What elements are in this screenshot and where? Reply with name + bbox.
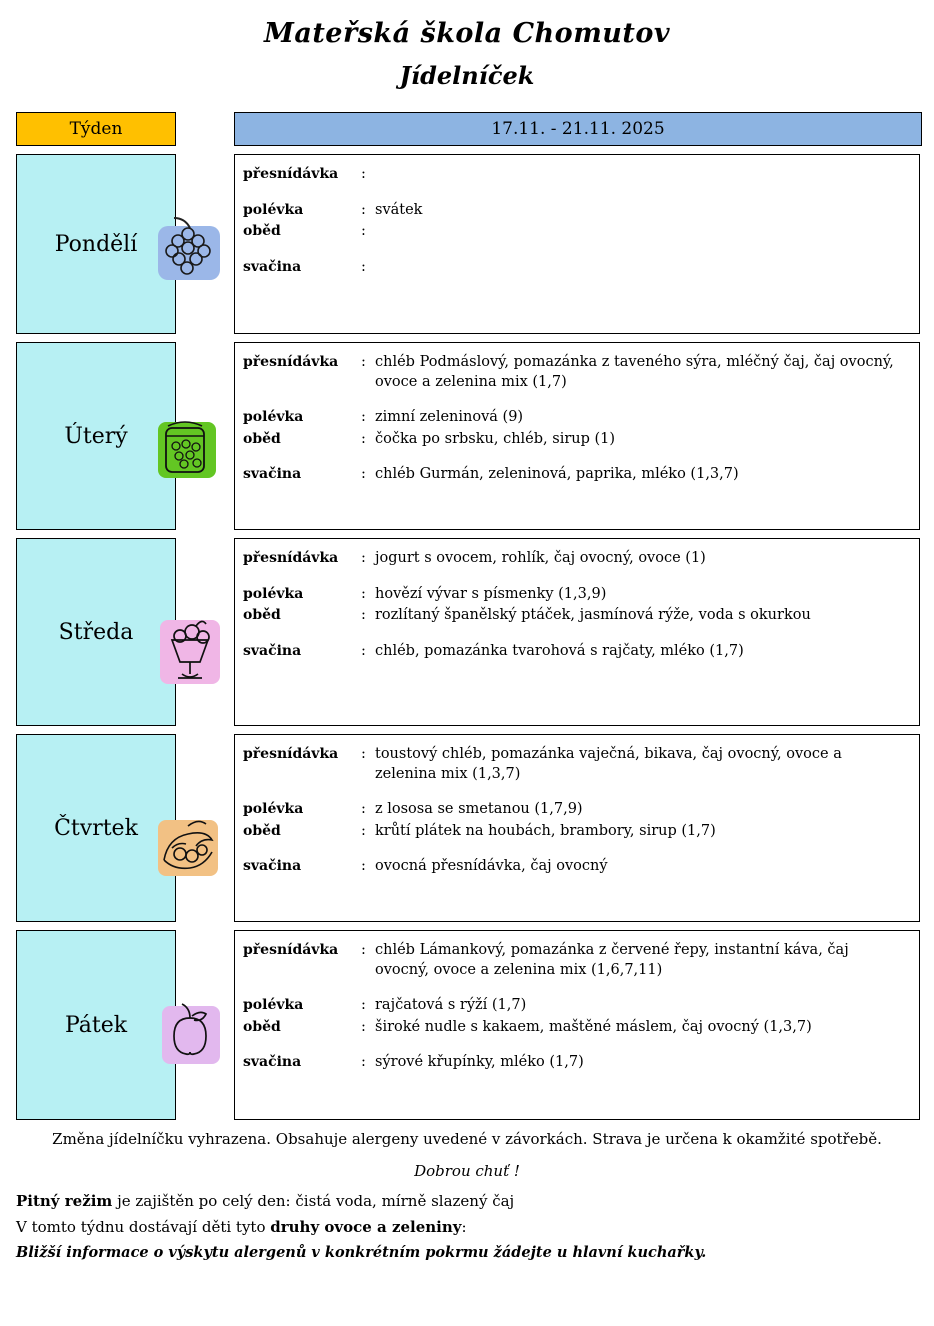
meal-text: svátek <box>375 201 423 218</box>
menu-document <box>0 10 934 1326</box>
meal-text: ovocná přesnídávka, čaj ovocný <box>375 858 608 875</box>
meal-label: polévka <box>243 201 304 218</box>
meal-text: chléb, pomazánka tvarohová s rajčaty, mléko (1,7) <box>375 642 744 659</box>
meal-text: toustový chléb, pomazánka vaječná, bikava, čaj ovocný, ovoce a zelenina mix (1,3,7) <box>375 746 842 782</box>
meal-colon: : <box>361 746 366 762</box>
meal-soup <box>243 408 911 428</box>
meal-label: přesnídávka <box>243 942 339 958</box>
meal-breakfast <box>243 549 911 569</box>
meal-label: polévka <box>243 585 304 602</box>
week-label: Týden <box>16 112 176 146</box>
menu-cell-thursday <box>234 734 920 922</box>
meal-soup <box>243 585 911 605</box>
day-label: Čtvrtek <box>54 815 138 841</box>
meal-colon: : <box>361 223 366 240</box>
meal-lunch <box>243 430 911 450</box>
meal-text: čočka po srbsku, chléb, sirup (1) <box>375 430 616 447</box>
meal-label: svačina <box>243 642 302 659</box>
meal-label: přesnídávka <box>243 746 339 762</box>
footer-wish: Dobrou chuť ! <box>414 1162 520 1180</box>
day-cell-friday <box>16 930 176 1120</box>
meal-label: přesnídávka <box>243 166 339 182</box>
meal-breakfast <box>243 745 911 784</box>
meal-text: hovězí vývar s písmenky (1,3,9) <box>375 585 607 602</box>
day-row <box>0 734 934 922</box>
day-row <box>0 538 934 726</box>
day-cell-tuesday <box>16 342 176 530</box>
meal-soup <box>243 201 911 221</box>
day-row <box>0 342 934 530</box>
meal-colon: : <box>361 607 366 624</box>
meal-text: široké nudle s kakaem, maštěné máslem, čaj ovocný (1,3,7) <box>375 1018 812 1035</box>
meal-lunch <box>243 606 911 626</box>
footer-allergen-info: Bližší informace o výskytu alergenů v konkrétním pokrmu žádejte u hlavní kuchařky. <box>16 1244 707 1261</box>
meal-snack <box>243 1053 911 1073</box>
meal-text: chléb Gurmán, zeleninová, paprika, mléko (1,3,7) <box>375 466 739 483</box>
meal-soup <box>243 800 911 820</box>
meal-colon: : <box>361 258 366 275</box>
footer-fruit-bold: druhy ovoce a zeleniny <box>270 1218 462 1236</box>
meal-snack <box>243 258 911 278</box>
meal-breakfast <box>243 165 911 185</box>
meal-text: chléb Podmáslový, pomazánka z taveného sýra, mléčný čaj, čaj ovocný, ovoce a zelenina mix (1,7) <box>375 354 894 390</box>
meal-colon: : <box>361 822 366 839</box>
meal-colon: : <box>361 430 366 447</box>
meal-colon: : <box>361 1054 366 1071</box>
meal-text: rozlítaný španělský ptáček, jasmínová rýže, voda s okurkou <box>375 607 811 624</box>
page-subtitle: Jídelníček <box>399 61 535 90</box>
day-cell-monday <box>16 154 176 334</box>
menu-cell-wednesday <box>234 538 920 726</box>
meal-label: přesnídávka <box>243 550 339 566</box>
meal-lunch <box>243 1018 911 1038</box>
meal-colon: : <box>361 801 366 818</box>
meal-colon: : <box>361 550 366 566</box>
footer-drink-bold: Pitný režim <box>16 1192 113 1210</box>
meal-breakfast <box>243 941 911 980</box>
meal-colon: : <box>361 166 366 182</box>
footer-fruit-prefix: V tomto týdnu dostávají děti tyto <box>16 1218 271 1236</box>
meal-colon: : <box>361 585 366 602</box>
meal-text: z lososa se smetanou (1,7,9) <box>375 801 583 818</box>
meal-text: chléb Lámankový, pomazánka z červené řepy, instantní káva, čaj ovocný, ovoce a zelenina mix (1,6,7,11) <box>375 942 849 978</box>
meal-text: rajčatová s rýží (1,7) <box>375 997 527 1014</box>
meal-label: polévka <box>243 801 304 818</box>
meal-label: svačina <box>243 466 302 483</box>
day-label: Pondělí <box>54 231 138 257</box>
meal-snack <box>243 857 911 877</box>
meal-colon: : <box>361 642 366 659</box>
meal-label: svačina <box>243 1054 302 1071</box>
meal-label: polévka <box>243 409 304 426</box>
meal-label: oběd <box>243 223 281 240</box>
meal-snack <box>243 642 911 662</box>
meal-label: oběd <box>243 822 281 839</box>
meal-text: sýrové křupínky, mléko (1,7) <box>375 1054 584 1071</box>
menu-cell-monday <box>234 154 920 334</box>
meal-soup <box>243 996 911 1016</box>
page-title: Mateřská škola Chomutov <box>263 18 671 49</box>
meal-label: oběd <box>243 1018 281 1035</box>
meal-colon: : <box>361 858 366 875</box>
footer-drink-line <box>16 1192 918 1210</box>
week-range: 17.11. - 21.11. 2025 <box>234 112 922 146</box>
menu-cell-tuesday <box>234 342 920 530</box>
week-header <box>0 112 934 146</box>
footer-fruit-line <box>16 1218 918 1236</box>
meal-colon: : <box>361 997 366 1014</box>
meal-breakfast <box>243 353 911 392</box>
day-row <box>0 154 934 334</box>
meal-lunch <box>243 822 911 842</box>
meal-lunch <box>243 222 911 242</box>
meal-label: oběd <box>243 430 281 447</box>
day-row <box>0 930 934 1120</box>
meal-colon: : <box>361 201 366 218</box>
meal-colon: : <box>361 354 366 370</box>
meal-text: krůtí plátek na houbách, brambory, sirup (1,7) <box>375 822 716 839</box>
meal-colon: : <box>361 466 366 483</box>
footer-note: Změna jídelníčku vyhrazena. Obsahuje alergeny uvedené v závorkách. Strava je určena k okamžité spotřebě. <box>52 1130 882 1148</box>
meal-snack <box>243 465 911 485</box>
meal-colon: : <box>361 1018 366 1035</box>
meal-label: přesnídávka <box>243 354 339 370</box>
meal-label: svačina <box>243 858 302 875</box>
meal-label: polévka <box>243 997 304 1014</box>
footer <box>0 1130 934 1261</box>
day-label: Úterý <box>64 423 128 449</box>
day-cell-thursday <box>16 734 176 922</box>
day-cell-wednesday <box>16 538 176 726</box>
day-label: Středa <box>58 619 134 645</box>
meal-text: jogurt s ovocem, rohlík, čaj ovocný, ovoce (1) <box>375 550 706 566</box>
meal-label: svačina <box>243 258 302 275</box>
menu-cell-friday <box>234 930 920 1120</box>
meal-colon: : <box>361 942 366 958</box>
footer-fruit-suffix: : <box>461 1218 467 1236</box>
footer-drink-rest: je zajištěn po celý den: čistá voda, mírně slazený čaj <box>112 1192 515 1210</box>
meal-colon: : <box>361 409 366 426</box>
meal-label: oběd <box>243 607 281 624</box>
meal-text: zimní zeleninová (9) <box>375 409 524 426</box>
day-label: Pátek <box>64 1012 128 1038</box>
